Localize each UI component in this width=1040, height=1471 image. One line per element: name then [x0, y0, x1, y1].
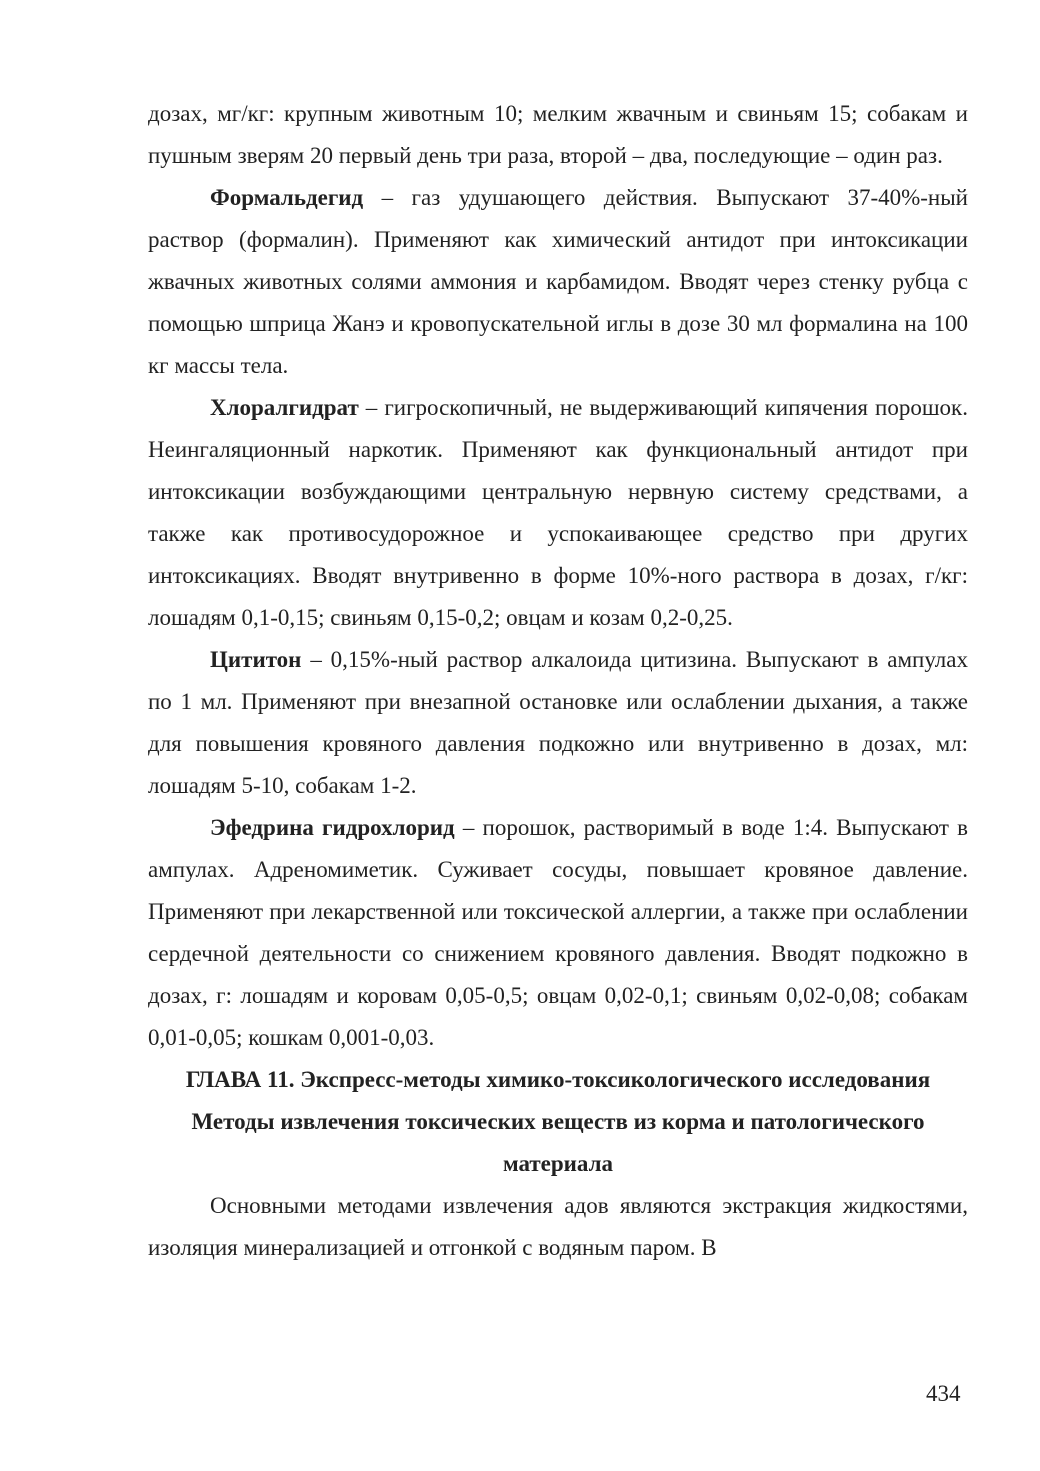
paragraph-extraction-methods [148, 1185, 968, 1269]
paragraph-text: – гигроскопичный, не выдерживающий кипячения порошок. Неингаляционный наркотик. Применяют как функциональный антидот при интоксикации возбуждающими центральную нервную систему средствами, а также как противосудорожное и успокаивающее средство при других интоксикациях. Вводят внутривенно в форме 10%-ного раствора в дозах, г/кг: лошадям 0,1-0,15; свиньям 0,15-0,2; овцам и козам 0,2-0,25. [148, 395, 968, 630]
section-heading: Методы извлечения токсических веществ из корма и патологического материала [191, 1109, 925, 1176]
paragraph-text: дозах, мг/кг: крупным животным 10; мелким жвачным и свиньям 15; собакам и пушным зверям 20 первый день три раза, второй – два, последующие – один раз. [148, 101, 968, 168]
term-formaldehyde: Формальдегид [210, 185, 364, 210]
page-number: 434 [926, 1381, 961, 1406]
paragraph-text: Основными методами извлечения адов являются экстракция жидкостями, изоляция минерализацией и отгонкой с водяным паром. В [148, 1193, 968, 1260]
paragraph-text: – порошок, растворимый в воде 1:4. Выпускают в ампулах. Адреномиметик. Суживает сосуды, повышает кровяное давление. Применяют при лекарственной или токсической аллергии, а также при ослаблении сердечной деятельности со снижением кровяного давления. Вводят подкожно в дозах, г: лошадям и коровам 0,05-0,5; овцам 0,02-0,1; свиньям 0,02-0,08; собакам 0,01-0,05; кошкам 0,001-0,03. [148, 815, 968, 1050]
paragraph-text: – 0,15%-ный раствор алкалоида цитизина. Выпускают в ампулах по 1 мл. Применяют при внезапной остановке или ослаблении дыхания, а также для повышения кровяного давления подкожно или внутривенно в дозах, мл: лошадям 5-10, собакам 1-2. [148, 647, 968, 798]
paragraph-chloral-hydrate [148, 387, 968, 639]
paragraph-continuation [148, 93, 968, 177]
term-ephedrine: Эфедрина гидрохлорид [210, 815, 455, 840]
paragraph-formaldehyde [148, 177, 968, 387]
term-cytiton: Цититон [210, 647, 302, 672]
paragraph-ephedrine [148, 807, 968, 1059]
paragraph-text: – газ удушающего действия. Выпускают 37-40%-ный раствор (формалин). Применяют как химический антидот при интоксикации жвачных животных солями аммония и карбамидом. Вводят через стенку рубца с помощью шприца Жанэ и кровопускательной иглы в дозе 30 мл формалина на 100 кг массы тела. [148, 185, 968, 378]
chapter-heading: ГЛАВА 11. Экспресс-методы химико-токсикологического исследования [185, 1067, 931, 1092]
term-chloral-hydrate: Хлоралгидрат [210, 395, 359, 420]
page-body [148, 93, 968, 1269]
paragraph-cytiton [148, 639, 968, 807]
